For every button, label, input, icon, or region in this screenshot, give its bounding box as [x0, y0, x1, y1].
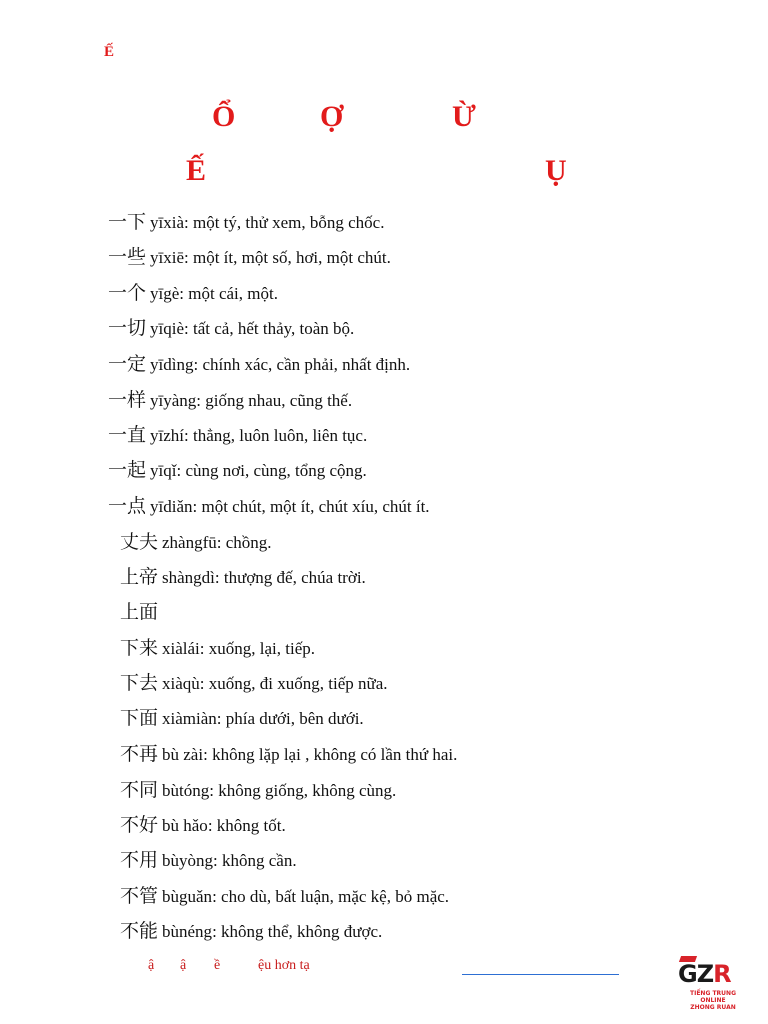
vocab-meaning: : xuống, đi xuống, tiếp nữa.	[199, 674, 388, 693]
vocab-hanzi: 一起	[108, 459, 147, 481]
vocab-pinyin: shàngdì	[162, 568, 215, 587]
vocab-hanzi: 一个	[108, 282, 147, 304]
vocab-pinyin: xiàmiàn	[162, 709, 217, 728]
vocab-item	[120, 703, 364, 733]
vocab-hanzi: 一下	[108, 211, 147, 233]
vocab-item	[120, 633, 315, 663]
vocab-pinyin: yīqǐ	[150, 461, 177, 480]
top-mark: Ế	[104, 44, 115, 60]
vocab-hanzi: 一点	[108, 495, 147, 517]
vocab-meaning: : chồng.	[216, 533, 272, 552]
vocab-hanzi: 一定	[108, 353, 147, 375]
brand-logo	[678, 960, 748, 1012]
vocab-item	[120, 562, 366, 592]
vocab-hanzi: 丈夫	[120, 531, 159, 553]
footer-fragment: ệu hơn tạ	[258, 958, 310, 973]
vocab-item	[108, 420, 367, 450]
vocab-hanzi: 不管	[120, 885, 159, 907]
vocab-meaning: : một chút, một ít, chút xíu, chút ít.	[192, 497, 430, 516]
vocab-hanzi: 不同	[120, 779, 159, 801]
footer-fragment: ậ	[180, 958, 187, 973]
vocab-meaning: : không giống, không cùng.	[209, 781, 397, 800]
vocab-meaning: : không cần.	[213, 851, 297, 870]
vocab-meaning: : thượng đế, chúa trời.	[214, 568, 366, 587]
vocab-meaning: : chính xác, cần phải, nhất định.	[193, 355, 411, 374]
vocab-hanzi: 下来	[120, 637, 159, 659]
vocab-item	[108, 313, 354, 343]
vocab-hanzi: 一直	[108, 424, 147, 446]
vocab-pinyin: xiàqù	[162, 674, 200, 693]
vocab-pinyin: yīdìng	[150, 355, 194, 374]
title-fragment: Ụ	[545, 154, 567, 187]
vocab-item	[120, 916, 382, 946]
vocab-meaning: : không thể, không được.	[212, 922, 383, 941]
vocab-meaning: : một tý, thử xem, bỗng chốc.	[184, 213, 385, 232]
vocab-meaning: : không lặp lại , không có lần thứ hai.	[203, 745, 458, 764]
vocab-pinyin: yīxiē	[150, 248, 185, 267]
vocab-pinyin: bùguǎn	[162, 887, 213, 906]
vocab-hanzi: 一些	[108, 246, 147, 268]
vocab-pinyin: yīyàng	[150, 391, 197, 410]
vocab-pinyin: bùnéng	[162, 922, 213, 941]
vocab-item	[108, 278, 278, 308]
vocab-item	[120, 527, 272, 557]
vocab-item	[120, 810, 286, 840]
vocab-meaning: : phía dưới, bên dưới.	[216, 709, 364, 728]
vocab-item	[108, 385, 352, 415]
vocab-hanzi: 不能	[120, 920, 159, 942]
vocab-pinyin: bùtóng	[162, 781, 210, 800]
vocab-hanzi: 一切	[108, 317, 147, 339]
title-fragment: Ổ	[212, 100, 236, 133]
vocab-item	[108, 207, 384, 237]
vocab-hanzi: 不再	[120, 743, 159, 765]
vocab-meaning: : không tốt.	[207, 816, 286, 835]
vocab-item	[120, 845, 297, 875]
vocab-pinyin: bù zài	[162, 745, 204, 764]
vocab-pinyin: yīdiǎn	[150, 497, 193, 516]
vocab-hanzi: 一样	[108, 389, 147, 411]
vocab-hanzi: 下面	[120, 707, 159, 729]
title-fragment: Ế	[186, 154, 207, 187]
vocab-pinyin: yīqiè	[150, 319, 185, 338]
vocab-item	[108, 455, 367, 485]
vocab-meaning: : thẳng, luôn luôn, liên tục.	[184, 426, 368, 445]
footer-fragment: ậ	[148, 958, 155, 973]
vocab-hanzi: 不用	[120, 849, 159, 871]
logo-wordmark: GZR	[678, 960, 731, 988]
logo-tagline: TIẾNG TRUNG ONLINE ZHONG RUAN	[690, 990, 736, 1011]
vocab-meaning: : một cái, một.	[179, 284, 278, 303]
vocab-meaning: : cho dù, bất luận, mặc kệ, bỏ mặc.	[212, 887, 450, 906]
footer-fragment: ề	[214, 958, 221, 973]
vocab-item	[120, 668, 388, 698]
vocab-meaning: : giống nhau, cũng thế.	[196, 391, 353, 410]
vocab-item	[108, 349, 410, 379]
vocab-meaning: : cùng nơi, cùng, tổng cộng.	[176, 461, 367, 480]
vocab-hanzi: 下去	[120, 672, 159, 694]
vocab-pinyin: yīgè	[150, 284, 180, 303]
vocab-meaning: : tất cả, hết thảy, toàn bộ.	[184, 319, 355, 338]
vocab-item	[108, 491, 430, 521]
vocab-pinyin: bù hǎo	[162, 816, 208, 835]
vocab-item	[120, 597, 162, 627]
title-fragment: Ừ	[452, 100, 476, 133]
vocab-hanzi: 不好	[120, 814, 159, 836]
vocab-pinyin: yīzhí	[150, 426, 185, 445]
vocab-pinyin: bùyòng	[162, 851, 214, 870]
vocab-item	[120, 739, 457, 769]
vocab-pinyin: xiàlái	[162, 639, 200, 658]
vocab-pinyin: yīxià	[150, 213, 185, 232]
title-fragment: Ợ	[320, 100, 344, 133]
vocab-item	[120, 881, 449, 911]
vocab-pinyin: zhàngfū	[162, 533, 217, 552]
vocab-item	[120, 775, 396, 805]
footer-link-underline[interactable]	[462, 974, 619, 975]
vocab-item	[108, 242, 391, 272]
vocab-meaning: : một ít, một số, hơi, một chút.	[184, 248, 391, 267]
vocab-hanzi: 上面	[120, 601, 159, 623]
vocab-hanzi: 上帝	[120, 566, 159, 588]
vocab-meaning: : xuống, lại, tiếp.	[199, 639, 315, 658]
